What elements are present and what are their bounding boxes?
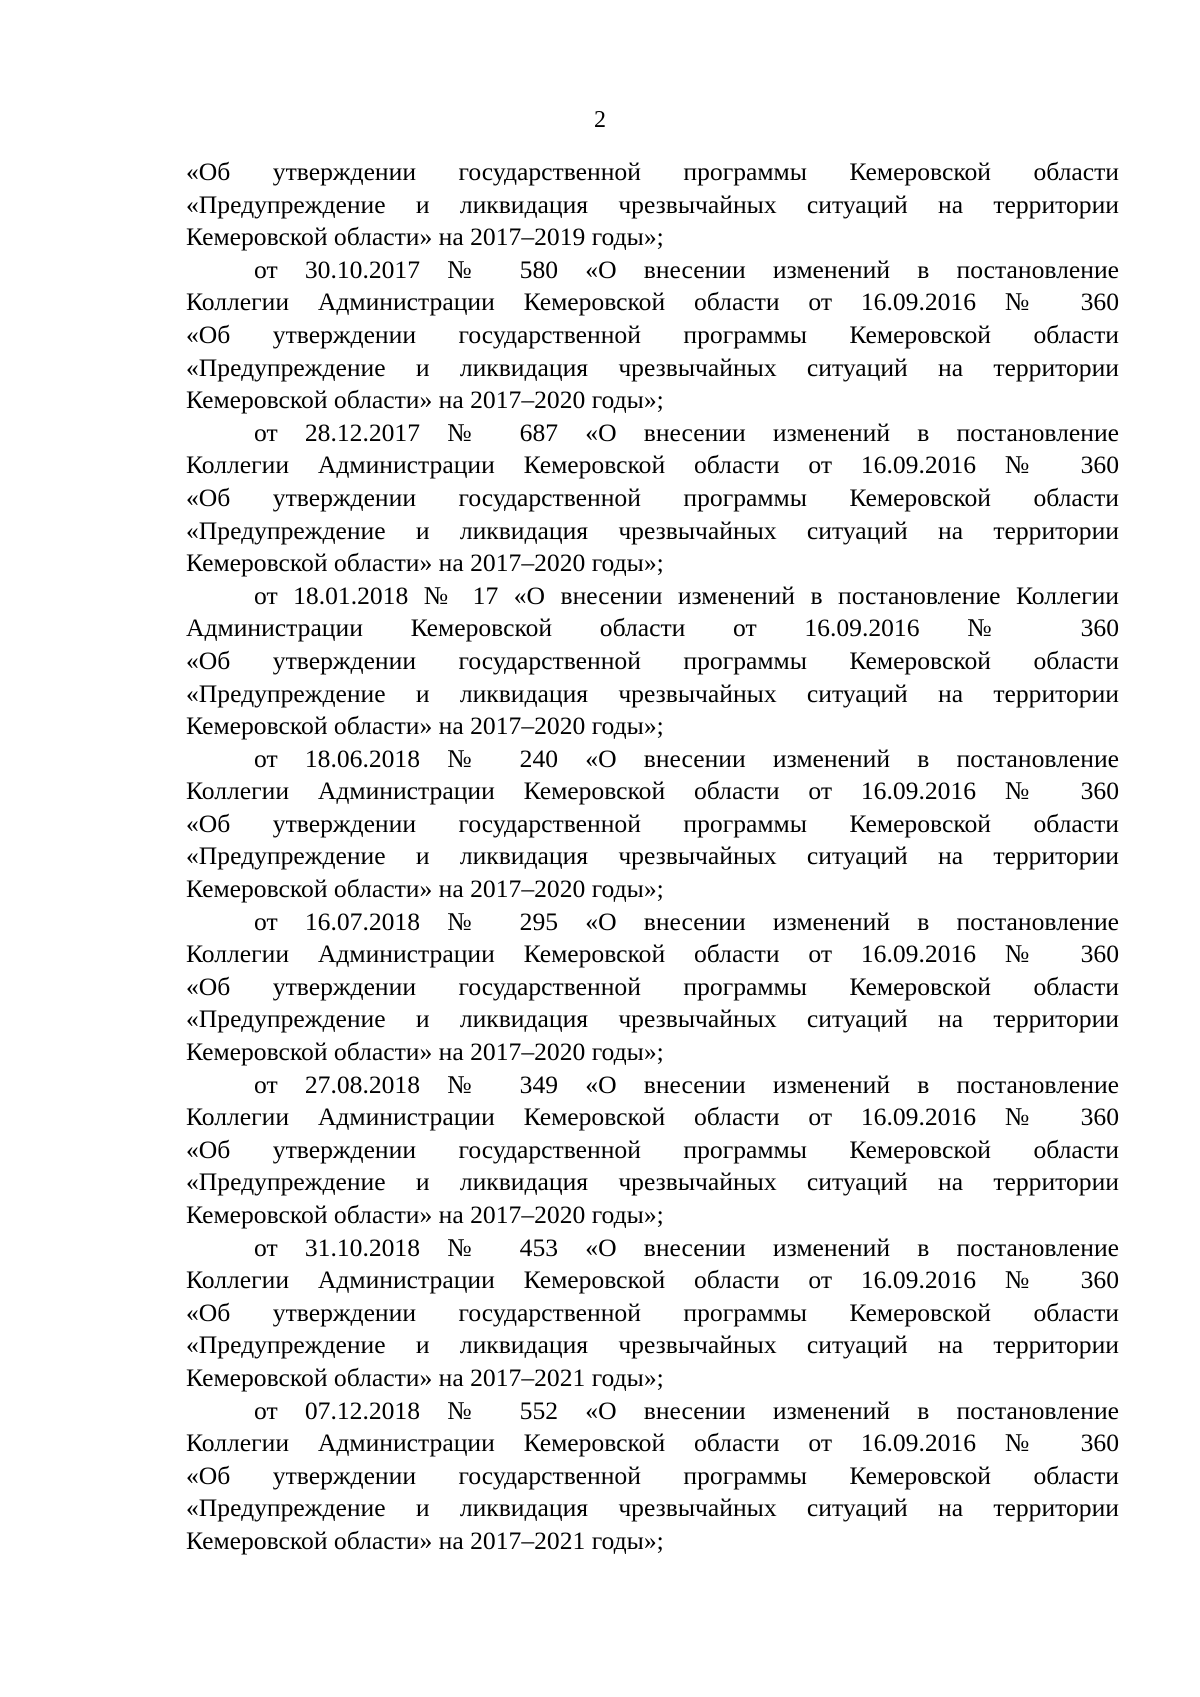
text-line: Кемеровской области» на 2017–2020 годы»; bbox=[186, 548, 664, 578]
text-line: «Об утверждении государственной программы Кемеровской области bbox=[186, 1297, 1119, 1327]
text-line: Коллегии Администрации Кемеровской области от 16.09.2016 № 360 bbox=[186, 287, 1119, 317]
text-line: «Предупреждение и ликвидация чрезвычайных ситуаций на территории bbox=[186, 841, 1119, 871]
text-line: Кемеровской области» на 2017–2020 годы»; bbox=[186, 1200, 664, 1229]
text-line: «Об утверждении государственной программы Кемеровской области bbox=[186, 482, 1119, 512]
text-line: Коллегии Администрации Кемеровской области от 16.09.2016 № 360 bbox=[186, 1102, 1119, 1132]
text-line: «Об утверждении государственной программы Кемеровской области bbox=[186, 319, 1119, 349]
text-line: «Предупреждение и ликвидация чрезвычайных ситуаций на территории bbox=[186, 1330, 1119, 1360]
text-line: от 18.01.2018 № 17 «О внесении изменений в постановление Коллегии bbox=[254, 580, 1119, 610]
text-line: Коллегии Администрации Кемеровской области от 16.09.2016 № 360 bbox=[186, 1428, 1119, 1458]
text-line: от 28.12.2017 № 687 «О внесении изменений в постановление bbox=[254, 417, 1119, 447]
text-line: «Об утверждении государственной программы Кемеровской области bbox=[186, 808, 1119, 838]
text-line: «Предупреждение и ликвидация чрезвычайных ситуаций на территории bbox=[186, 515, 1119, 545]
text-line: Кемеровской области» на 2017–2020 годы»; bbox=[186, 1037, 664, 1067]
text-line: «Об утверждении государственной программы Кемеровской области bbox=[186, 157, 1119, 186]
text-line: «Предупреждение и ликвидация чрезвычайных ситуаций на территории bbox=[186, 1167, 1119, 1197]
text-line: Кемеровской области» на 2017–2021 годы»; bbox=[186, 1525, 664, 1555]
page-number: 2 bbox=[594, 107, 606, 133]
text-line: Кемеровской области» на 2017–2019 годы»; bbox=[186, 222, 664, 252]
text-line: от 16.07.2018 № 295 «О внесении изменений в постановление bbox=[254, 906, 1119, 936]
text-line: Коллегии Администрации Кемеровской области от 16.09.2016 № 360 bbox=[186, 1265, 1119, 1295]
text-line: от 30.10.2017 № 580 «О внесении изменений в постановление bbox=[254, 254, 1119, 284]
text-line: от 07.12.2018 № 552 «О внесении изменений в постановление bbox=[254, 1395, 1119, 1425]
text-line: Кемеровской области» на 2017–2021 годы»; bbox=[186, 1362, 664, 1392]
text-line: «Предупреждение и ликвидация чрезвычайных ситуаций на территории bbox=[186, 678, 1119, 708]
text-line: «Об утверждении государственной программы Кемеровской области bbox=[186, 1460, 1119, 1490]
text-line: Кемеровской области» на 2017–2020 годы»; bbox=[186, 874, 664, 904]
document-body bbox=[186, 156, 1119, 1558]
text-line: «Об утверждении государственной программы Кемеровской области bbox=[186, 1134, 1119, 1164]
text-line: «Предупреждение и ликвидация чрезвычайных ситуаций на территории bbox=[186, 1004, 1119, 1034]
text-line: Коллегии Администрации Кемеровской области от 16.09.2016 № 360 bbox=[186, 939, 1119, 969]
text-line: от 18.06.2018 № 240 «О внесении изменений в постановление bbox=[254, 743, 1119, 773]
text-line: от 27.08.2018 № 349 «О внесении изменений в постановление bbox=[254, 1069, 1119, 1099]
text-line: Администрации Кемеровской области от 16.09.2016 № 360 bbox=[186, 613, 1119, 643]
text-line: от 31.10.2018 № 453 «О внесении изменений в постановление bbox=[254, 1232, 1119, 1262]
text-line: «Об утверждении государственной программы Кемеровской области bbox=[186, 971, 1119, 1001]
text-line: Кемеровской области» на 2017–2020 годы»; bbox=[186, 385, 664, 415]
text-line: Кемеровской области» на 2017–2020 годы»; bbox=[186, 711, 664, 741]
text-line: «Об утверждении государственной программы Кемеровской области bbox=[186, 645, 1119, 675]
text-line: Коллегии Администрации Кемеровской области от 16.09.2016 № 360 bbox=[186, 450, 1119, 480]
text-line: Коллегии Администрации Кемеровской области от 16.09.2016 № 360 bbox=[186, 776, 1119, 806]
text-line: «Предупреждение и ликвидация чрезвычайных ситуаций на территории bbox=[186, 352, 1119, 382]
text-line: «Предупреждение и ликвидация чрезвычайных ситуаций на территории bbox=[186, 1493, 1119, 1523]
text-line: «Предупреждение и ликвидация чрезвычайных ситуаций на территории bbox=[186, 189, 1119, 219]
